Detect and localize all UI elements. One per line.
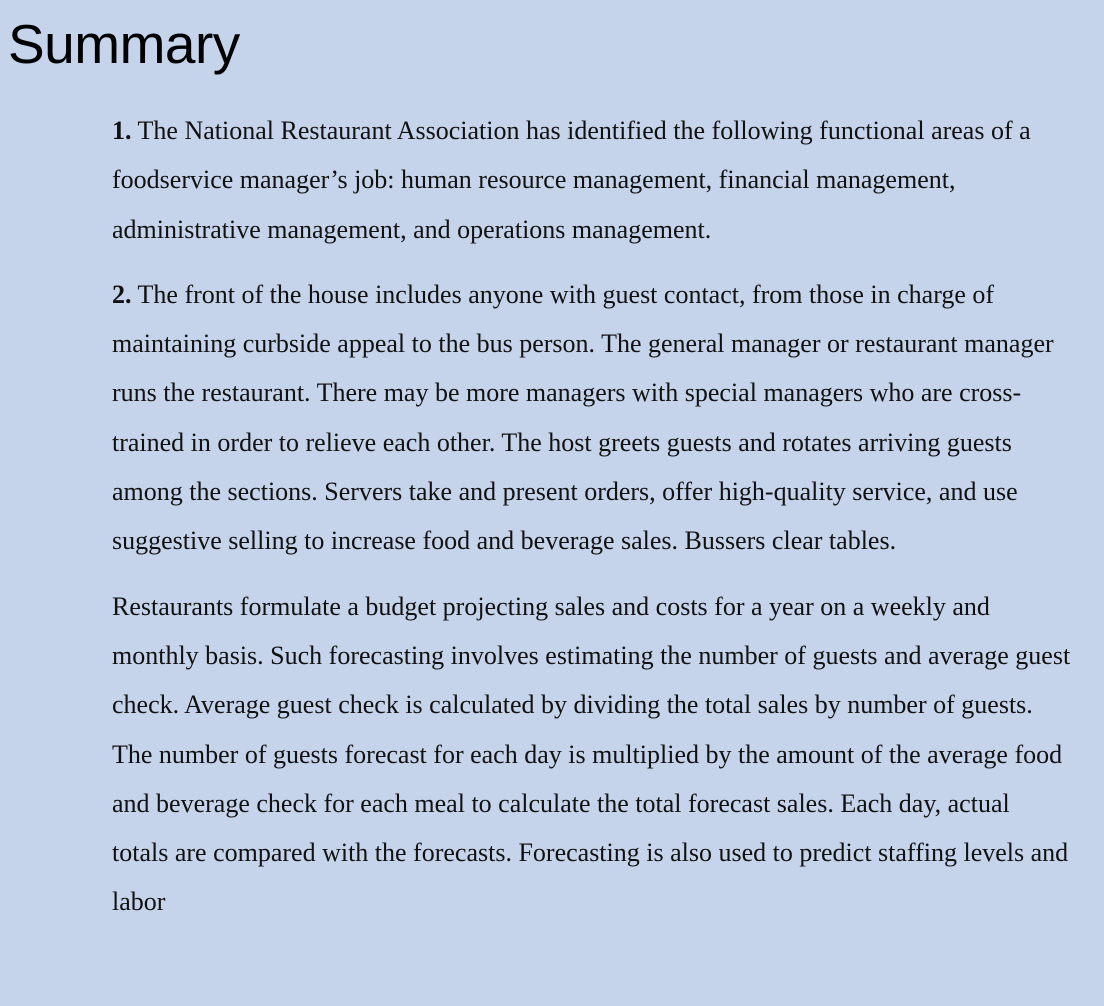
paragraph-text: The front of the house includes anyone with guest contact, from those in charge of maintaining curbside appeal to the bus person. The general manager or restaurant manager runs the restaurant. There may be more managers with special managers who are cross-trained in order to relieve each other. The host greets guests and rotates arriving guests among the sections. Servers take and present orders, offer high-quality service, and use suggestive selling to increase food and beverage sales. Bussers clear tables.: [112, 279, 1054, 556]
paragraph-text: The National Restaurant Association has identified the following functional areas of a foodservice manager’s job: human resource management, financial management, administrative management, and operations management.: [112, 116, 1031, 244]
paragraph-text: Restaurants formulate a budget projecting sales and costs for a year on a weekly and monthly basis. Such forecasting involves estimating the number of guests and average guest check. Average guest check is calculated by dividing the total sales by number of guests. The number of guests forecast for each day is multiplied by the amount of the average food and beverage check for each meal to calculate the total forecast sales. Each day, actual totals are compared with the forecasts. Forecasting is also used to predict staffing levels and labor: [112, 591, 1071, 917]
paragraph-number: 2.: [112, 279, 132, 309]
paragraph-number: 1.: [112, 116, 132, 145]
summary-paragraph-3: [112, 582, 1072, 927]
summary-content: [112, 106, 1072, 943]
page-title: Summary: [8, 13, 240, 75]
summary-paragraph-2: [112, 270, 1072, 566]
summary-paragraph-1: [112, 106, 1072, 254]
